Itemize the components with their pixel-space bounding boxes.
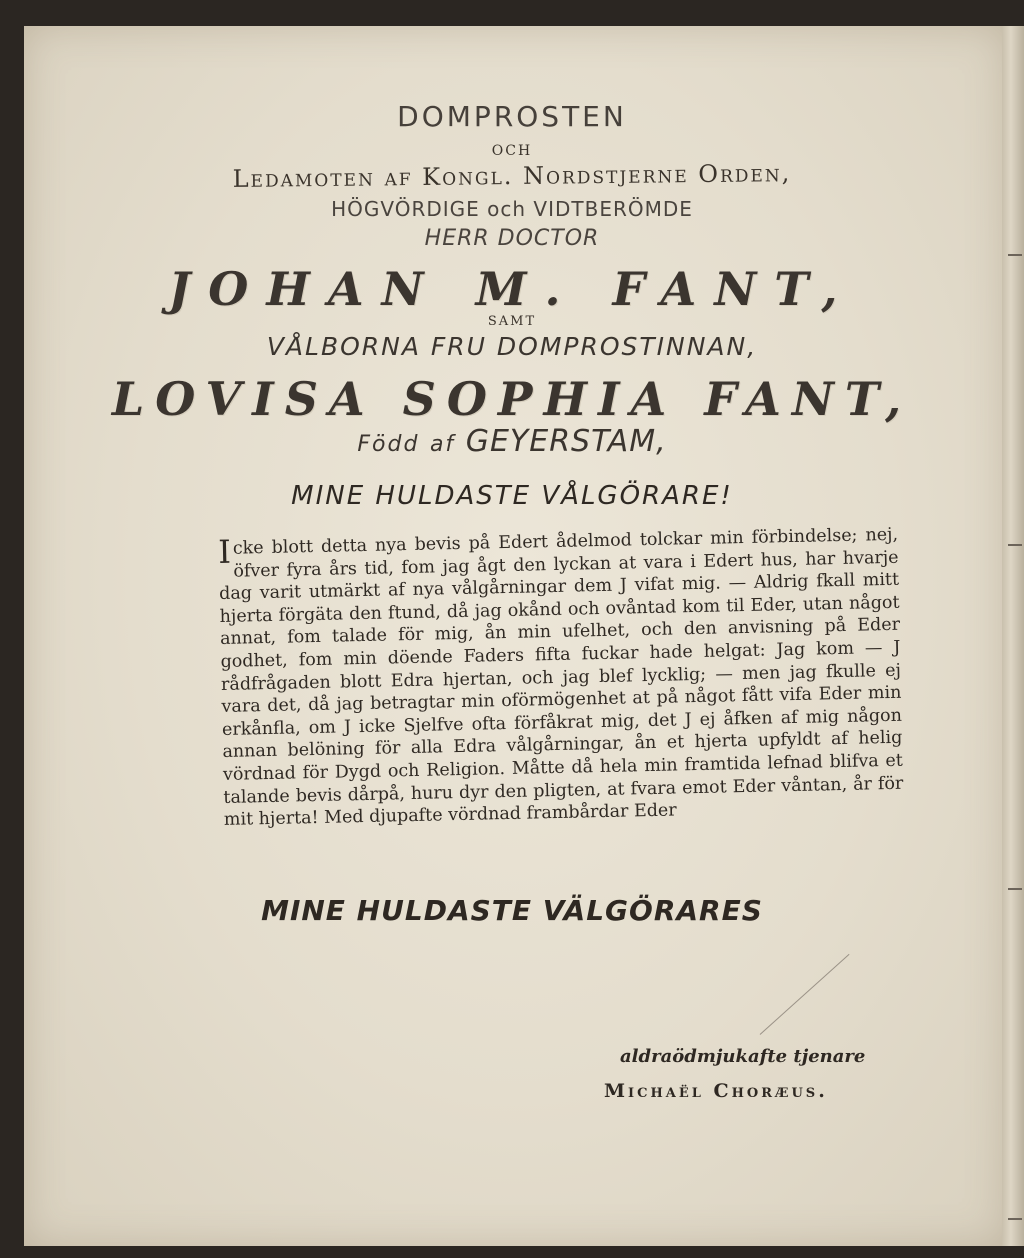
closing-heading: MINE HULDASTE VÄLGÖRARES <box>261 894 763 927</box>
dedication-body <box>218 524 904 832</box>
fodd-word: Född <box>357 432 420 457</box>
heading-hogvordige: HÖGVÖRDIGE och VIDTBERÖMDE <box>331 197 693 221</box>
name-lovisa-sophia-fant: LOVISA SOPHIA FANT, <box>111 372 913 426</box>
margin-mark <box>1008 888 1022 890</box>
name-geyerstam: GEYERSTAM, <box>465 424 667 459</box>
closing-tjenare: aldraödmjukafte tjenare <box>620 1046 866 1067</box>
salutation: MINE HULDASTE VÅLGÖRARE! <box>291 481 733 511</box>
heading-domprosten: DOMPROSTEN <box>397 100 627 133</box>
margin-mark <box>1008 544 1022 546</box>
margin-mark <box>1008 254 1022 256</box>
dedication-paragraph <box>218 524 904 832</box>
margin-mark <box>1008 1218 1022 1220</box>
conjunction-och: OCH <box>491 143 533 159</box>
bottom-edge <box>0 1246 1024 1258</box>
name-johan-m-fant: JOHAN M. FANT, <box>168 262 856 316</box>
af-word: af <box>429 432 456 457</box>
author-signature: Michaël Choræus. <box>604 1080 828 1102</box>
dedication-text: cke blott detta nya bevis på Edert ådelmod tolckar min förbindelse; nej, öfver fyra års tid, fom jag ågt den lyckan at vara i Edert hus, har hvarje dag varit utmärkt af nya vålgårningar dem J vifat mig. — Aldrig fkall mitt hjerta förgäta den ftund, då jag okånd och ovåntad kom til Eder, utan något annat, fom talade för mig, ån min ufelhet, och den anvisning på Eder godhet, fom min döende Faders fifta fuckar hade helgat: Jag kom — J rådfrågaden blott Edra hjertan, och jag blef lycklig; — men jag fkulle ej vara det, då jag betragtar min oförmögenhet at på något fått vifa Eder min erkånfla, om J icke Sjelfve ofta förfåkrat mig, det J ej åfken af mig någon annan belöning för alla Edra vålgårningar, ån et hjerta upfyldt af helig vördnad för Dygd och Religion. Måtte då hela min framtida lefnad blifva et talande bevis dårpå, huru dyr den pligten, at fvara emot Eder våntan, år för mit hjerta! Med djupafte vördnad frambårdar Eder <box>218 524 904 831</box>
drop-cap: I <box>217 532 232 571</box>
conjunction-samt: SAMT <box>487 314 537 329</box>
heading-herr-doctor: HERR DOCTOR <box>424 226 600 251</box>
heading-valborna: VÅLBORNA FRU DOMPROSTINNAN, <box>266 332 758 361</box>
born-line <box>0 424 1024 459</box>
heading-ledamoten: Ledamoten af Kongl. Nordstjerne Orden, <box>232 159 792 193</box>
